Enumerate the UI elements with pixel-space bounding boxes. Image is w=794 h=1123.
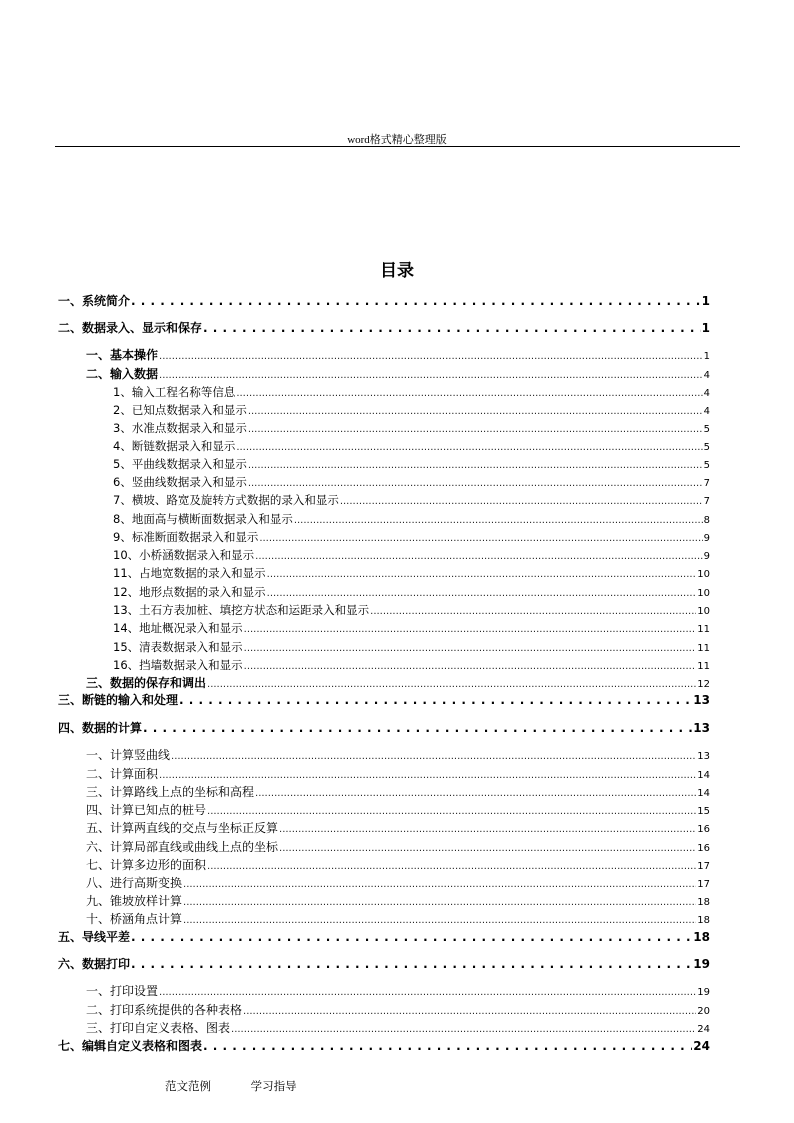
header-rule (55, 146, 740, 147)
toc-entry-page: 1 (701, 321, 710, 335)
toc-entry-page: 4 (703, 388, 710, 399)
toc-leader-dots (207, 675, 696, 693)
toc-entry-title: 十、桥涵角点计算 (86, 912, 183, 926)
toc-leader-dots (244, 657, 697, 675)
toc-entry[interactable] (113, 438, 710, 454)
toc-entry-page: 13 (693, 721, 710, 735)
toc-entry-page: 5 (703, 424, 710, 435)
toc-entry-page: 11 (697, 661, 710, 672)
toc-entry-title: 1、输入工程名称等信息 (113, 385, 236, 399)
toc-entry[interactable] (86, 747, 710, 763)
toc-entry[interactable] (113, 456, 710, 472)
toc-leader-dots (259, 529, 702, 547)
toc-entry-page: 1 (701, 294, 710, 308)
toc-entry[interactable] (113, 657, 710, 673)
toc-entry-page: 18 (697, 915, 710, 926)
toc-entry-page: 4 (703, 370, 710, 381)
toc-entry[interactable] (58, 293, 710, 309)
toc-entry[interactable] (86, 983, 710, 999)
toc-leader-dots (236, 384, 702, 402)
toc-entry[interactable] (86, 366, 710, 382)
toc-entry[interactable] (86, 857, 710, 873)
toc-entry-page: 17 (697, 861, 710, 872)
toc-entry-title: 6、竖曲线数据录入和显示 (113, 475, 247, 489)
toc-entry-page: 24 (693, 1039, 710, 1053)
toc-leader-dots (243, 1002, 696, 1020)
toc-entry-page: 8 (703, 515, 710, 526)
toc-entry[interactable] (86, 893, 710, 909)
toc-entry-title: 九、锥坡放样计算 (86, 894, 183, 908)
toc-entry-page: 16 (697, 824, 710, 835)
page-footer (165, 1078, 333, 1094)
toc-leader-dots (248, 456, 703, 474)
toc-leader-dots (203, 1038, 692, 1054)
toc-entry[interactable] (113, 620, 710, 636)
toc-entry-title: 二、打印系统提供的各种表格 (86, 1003, 243, 1017)
toc-leader-dots (131, 293, 701, 309)
toc-leader-dots (183, 875, 696, 893)
toc-leader-dots (244, 620, 697, 638)
toc-entry[interactable] (113, 529, 710, 545)
toc-entry[interactable] (113, 384, 710, 400)
toc-entry-title: 一、基本操作 (86, 348, 159, 362)
toc-entry-title: 二、数据录入、显示和保存 (58, 321, 203, 335)
toc-entry-title: 4、断链数据录入和显示 (113, 439, 236, 453)
toc-entry-page: 19 (697, 987, 710, 998)
toc-entry-page: 15 (697, 806, 710, 817)
toc-entry-page: 11 (697, 643, 710, 654)
toc-entry[interactable] (113, 639, 710, 655)
toc-entry[interactable] (86, 820, 710, 836)
toc-entry-page: 19 (693, 957, 710, 971)
toc-entry-page: 13 (693, 693, 710, 707)
toc-entry-title: 五、导线平差 (58, 930, 131, 944)
toc-entry[interactable] (86, 766, 710, 782)
toc-leader-dots (340, 492, 703, 510)
toc-entry[interactable] (113, 511, 710, 527)
toc-leader-dots (131, 929, 692, 945)
toc-entry-title: 16、挡墙数据录入和显示 (113, 658, 243, 672)
toc-leader-dots (248, 402, 703, 420)
toc-entry-page: 10 (697, 569, 710, 580)
toc-leader-dots (255, 547, 702, 565)
toc-entry[interactable] (113, 565, 710, 581)
toc-leader-dots (244, 639, 697, 657)
toc-leader-dots (267, 584, 697, 602)
toc-entry-page: 18 (697, 897, 710, 908)
toc-entry-title: 五、计算两直线的交点与坐标正反算 (86, 821, 279, 835)
toc-leader-dots (279, 820, 696, 838)
toc-entry[interactable] (58, 720, 710, 736)
toc-entry-page: 10 (697, 588, 710, 599)
toc-entry-page: 7 (703, 496, 710, 507)
toc-leader-dots (171, 747, 696, 765)
toc-entry-page: 10 (697, 606, 710, 617)
toc-entry[interactable] (86, 802, 710, 818)
toc-leader-dots (248, 420, 703, 438)
toc-entry[interactable] (86, 675, 710, 691)
toc-entry-page: 7 (703, 478, 710, 489)
toc-entry-page: 11 (697, 624, 710, 635)
toc-entry[interactable] (113, 584, 710, 600)
toc-leader-dots (159, 366, 703, 384)
toc-entry-title: 六、计算局部直线或曲线上点的坐标 (86, 840, 279, 854)
toc-entry-title: 12、地形点数据的录入和显示 (113, 585, 266, 599)
toc-leader-dots (255, 784, 696, 802)
toc-leader-dots (236, 438, 702, 456)
toc-entry-page: 24 (697, 1024, 710, 1035)
footer-right: 学习指导 (250, 1079, 297, 1093)
toc-entry-title: 三、打印自定义表格、图表 (86, 1021, 231, 1035)
toc-entry[interactable] (86, 875, 710, 891)
toc-leader-dots (159, 347, 703, 365)
toc-entry[interactable] (86, 839, 710, 855)
toc-entry-title: 9、标准断面数据录入和显示 (113, 530, 259, 544)
toc-entry-title: 3、水准点数据录入和显示 (113, 421, 247, 435)
toc-entry-title: 六、数据打印 (58, 957, 131, 971)
toc-entry[interactable] (113, 420, 710, 436)
toc-entry-title: 四、计算已知点的桩号 (86, 803, 207, 817)
toc-entry[interactable] (113, 547, 710, 563)
toc-leader-dots (183, 893, 696, 911)
toc-entry-page: 4 (703, 406, 710, 417)
toc-entry-title: 15、清表数据录入和显示 (113, 640, 243, 654)
toc-entry-page: 9 (703, 533, 710, 544)
toc-entry-page: 18 (693, 930, 710, 944)
toc-leader-dots (159, 983, 696, 1001)
toc-entry[interactable] (58, 1038, 710, 1054)
toc-entry[interactable] (58, 929, 710, 945)
toc-entry-page: 13 (697, 751, 710, 762)
toc-entry[interactable] (86, 911, 710, 927)
toc-entry[interactable] (113, 492, 710, 508)
toc-leader-dots (294, 511, 703, 529)
toc-leader-dots (159, 766, 696, 784)
toc-entry-title: 2、已知点数据录入和显示 (113, 403, 247, 417)
toc-entry-title: 10、小桥涵数据录入和显示 (113, 548, 255, 562)
toc-leader-dots (370, 602, 696, 620)
toc-entry-page: 12 (697, 679, 710, 690)
toc-entry[interactable] (86, 784, 710, 800)
toc-entry-title: 四、数据的计算 (58, 721, 143, 735)
toc-entry[interactable] (58, 692, 710, 708)
toc-entry-title: 一、计算竖曲线 (86, 748, 171, 762)
toc-entry-title: 二、计算面积 (86, 767, 159, 781)
toc-entry-page: 5 (703, 442, 710, 453)
toc-leader-dots (183, 911, 696, 929)
toc-entry-title: 14、地址概况录入和显示 (113, 621, 243, 635)
toc-leader-dots (231, 1020, 696, 1038)
page-header: word格式精心整理版 (347, 134, 447, 146)
toc-title: 目录 (380, 261, 414, 281)
toc-entry-title: 七、编辑自定义表格和图表 (58, 1039, 203, 1053)
toc-entry-page: 16 (697, 843, 710, 854)
toc-leader-dots (267, 565, 697, 583)
toc-entry-page: 5 (703, 460, 710, 471)
toc-entry-page: 20 (697, 1006, 710, 1017)
toc-entry[interactable] (58, 320, 710, 336)
toc-entry-title: 三、断链的输入和处理 (58, 693, 179, 707)
toc-entry-title: 一、打印设置 (86, 984, 159, 998)
toc-entry-title: 三、计算路线上点的坐标和高程 (86, 785, 255, 799)
toc-entry[interactable] (113, 474, 710, 490)
toc-entry[interactable] (58, 956, 710, 972)
toc-entry[interactable] (86, 1020, 710, 1036)
toc-leader-dots (207, 802, 696, 820)
toc-entry[interactable] (86, 1002, 710, 1018)
toc-entry-title: 二、输入数据 (86, 367, 159, 381)
toc-leader-dots (131, 956, 692, 972)
toc-entry-title: 13、土石方表加桩、填挖方状态和运距录入和显示 (113, 603, 370, 617)
toc-entry-page: 14 (697, 788, 710, 799)
toc-entry-title: 11、占地宽数据的录入和显示 (113, 566, 266, 580)
toc-entry-page: 17 (697, 879, 710, 890)
footer-left: 范文范例 (165, 1079, 211, 1093)
toc-entry-title: 八、进行高斯变换 (86, 876, 183, 890)
toc-leader-dots (248, 474, 703, 492)
toc-entry-title: 8、地面高与横断面数据录入和显示 (113, 512, 293, 526)
toc-entry[interactable] (86, 347, 710, 363)
toc-entry-page: 9 (703, 551, 710, 562)
toc-leader-dots (203, 320, 701, 336)
toc-leader-dots (207, 857, 696, 875)
toc-entry-title: 七、计算多边形的面积 (86, 858, 207, 872)
toc-leader-dots (179, 692, 692, 708)
toc-entry-title: 5、平曲线数据录入和显示 (113, 457, 247, 471)
toc-entry-title: 三、数据的保存和调出 (86, 676, 207, 690)
toc-entry-title: 一、系统简介 (58, 294, 131, 308)
toc-leader-dots (279, 839, 696, 857)
toc-entry-title: 7、横坡、路宽及旋转方式数据的录入和显示 (113, 493, 339, 507)
toc-entry-page: 14 (697, 770, 710, 781)
toc-entry[interactable] (113, 602, 710, 618)
toc-entry[interactable] (113, 402, 710, 418)
toc-leader-dots (143, 720, 692, 736)
toc-entry-page: 1 (703, 351, 710, 362)
